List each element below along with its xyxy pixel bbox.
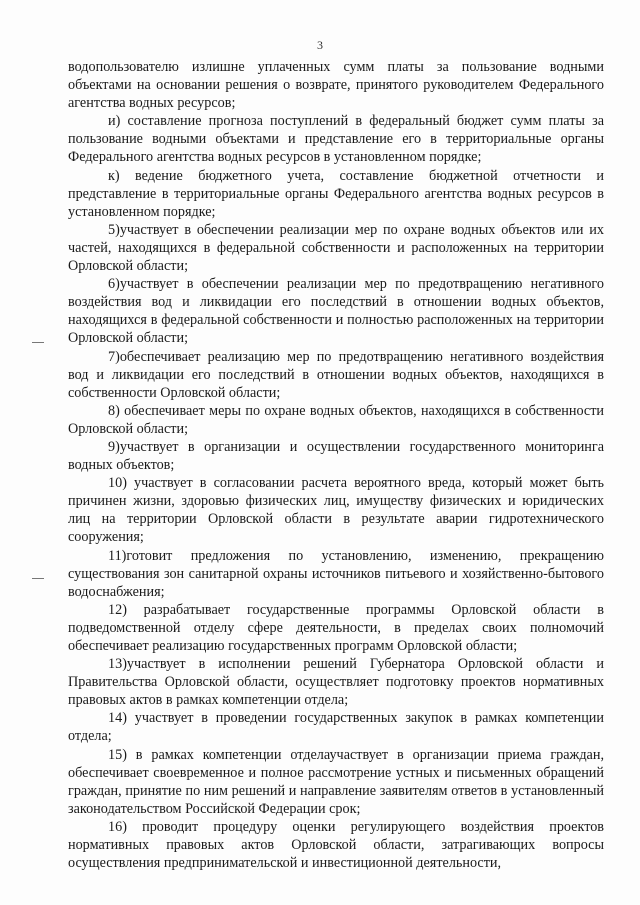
paragraph: 7)обеспечивает реализацию мер по предотвращению негативного воздействия вод и ликвидации его последствий в отношении водных объектов, находящихся в собственности Орловской области; — [68, 348, 604, 401]
margin-mark — [32, 342, 44, 343]
paragraph: водопользователю излишне уплаченных сумм платы за пользование водными объектами на основании решения о возврате, принятого руководителем Федерального агентства водных ресурсов; — [68, 59, 604, 112]
paragraph: 15) в рамках компетенции отделаучаствует в организации приема граждан, обеспечивает своевременное и полное рассмотрение устных и письменных обращений граждан, принятие по ним решений и направление заявителям ответов в установленный законодательством Российской Федерации срок; — [68, 746, 604, 817]
paragraph: 6)участвует в обеспечении реализации мер по предотвращению негативного воздействия вод и ликвидации его последствий в отношении водных объектов, находящихся в федеральной собственности и полностью расположенных на территории Орловской области; — [68, 276, 604, 347]
paragraph: 12) разрабатывает государственные программы Орловской области в подведомственной отделу сфере деятельности, в пределах своих полномочий обеспечивает реализацию государственных программ Орловской области; — [68, 601, 604, 654]
document-body — [68, 58, 604, 872]
margin-mark — [32, 578, 44, 579]
paragraph: 9)участвует в организации и осуществлении государственного мониторинга водных объектов; — [68, 438, 604, 474]
paragraph: 10) участвует в согласовании расчета вероятного вреда, который может быть причинен жизни, здоровью физических лиц, имуществу физических и юридических лиц на территории Орловской области в результате аварии гидротехнического сооружения; — [68, 475, 604, 546]
paragraph: 8) обеспечивает меры по охране водных объектов, находящихся в собственности Орловской области; — [68, 402, 604, 437]
paragraph: 14) участвует в проведении государственных закупок в рамках компетенции отдела; — [68, 710, 604, 745]
page-number: 3 — [317, 38, 323, 52]
paragraph: и) составление прогноза поступлений в федеральный бюджет сумм платы за пользование водными объектами и представление его в территориальные органы Федерального агентства водных ресурсов в установленном порядке; — [68, 113, 604, 166]
paragraph: 13)участвует в исполнении решений Губернатора Орловской области и Правительства Орловской области, осуществляет подготовку проектов нормативных правовых актов в рамках компетенции отдела; — [68, 656, 604, 709]
paragraph: 11)готовит предложения по установлению, изменению, прекращению существования зон санитарной охраны источников питьевого и хозяйственно-бытового водоснабжения; — [68, 547, 604, 600]
paragraph: 16) проводит процедуру оценки регулирующего воздействия проектов нормативных правовых актов Орловской области, затрагивающих вопросы осуществления предпринимательской и инвестиционной деятельности, — [68, 818, 604, 872]
paragraph: к) ведение бюджетного учета, составление бюджетной отчетности и представление в территориальные органы Федерального агентства водных ресурсов в установленном порядке; — [68, 167, 604, 220]
paragraph: 5)участвует в обеспечении реализации мер по охране водных объектов или их частей, находящихся в федеральной собственности и расположенных на территории Орловской области; — [68, 221, 604, 275]
